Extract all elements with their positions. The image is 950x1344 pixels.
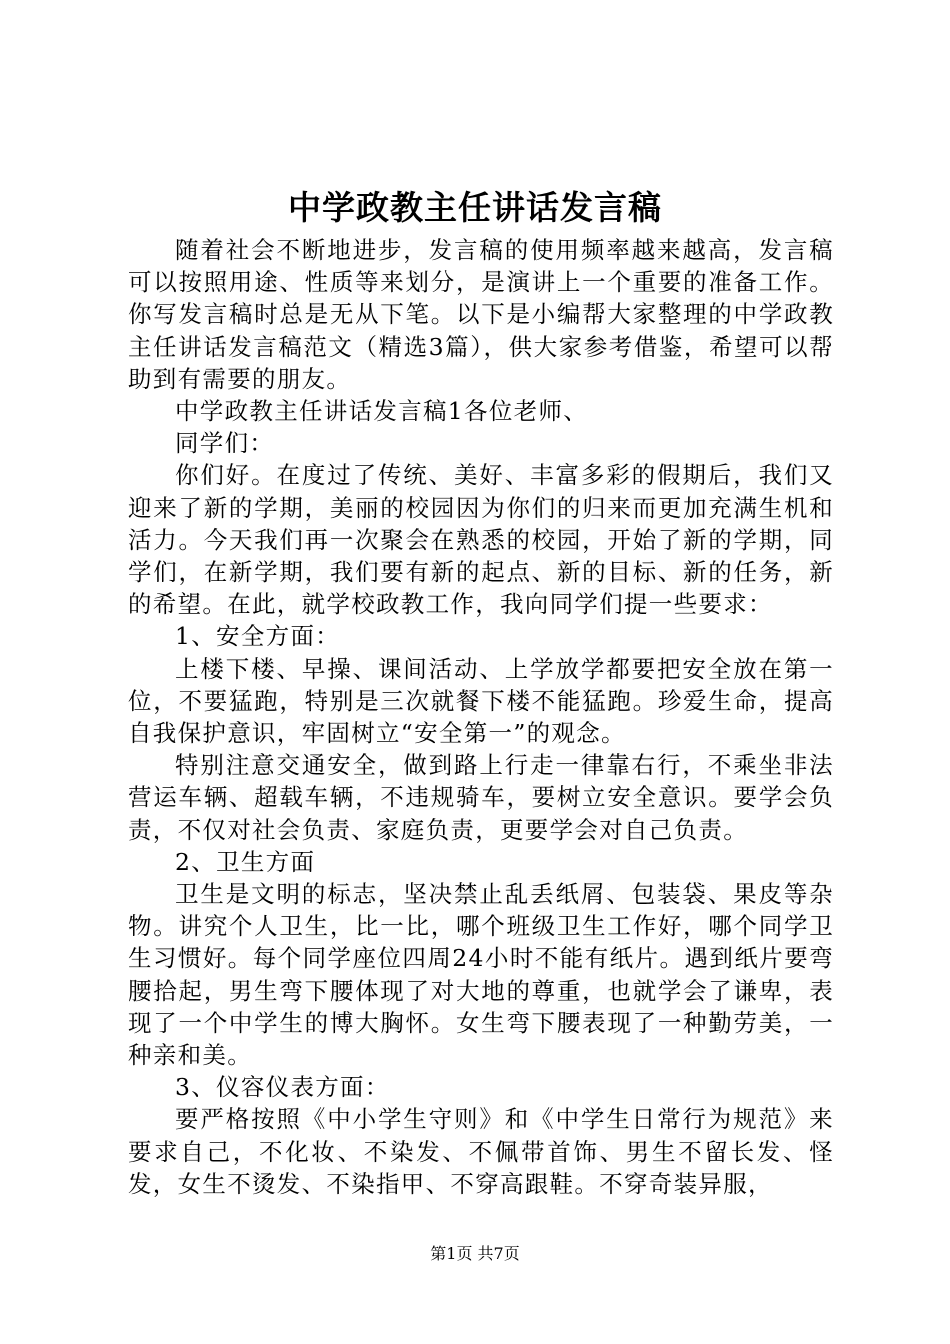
paragraph-hygiene: 卫生是文明的标志，坚决禁止乱丢纸屑、包装袋、果皮等杂物。讲究个人卫生，比一比，哪个班级卫生工作好，哪个同学卫生习惯好。每个同学座位四周24小时不能有纸片。遇到纸片要弯腰拾起，男生弯下腰体现了对大地的尊重，也就学会了谦卑，表现了一个中学生的博大胸怀。女生弯下腰表现了一种勤劳美，一种亲和美。	[128, 880, 834, 1070]
paragraph-salutation: 同学们：	[175, 429, 275, 458]
document-title: 中学政教主任讲话发言稿	[288, 188, 662, 227]
paragraph-intro: 随着社会不断地进步，发言稿的使用频率越来越高，发言稿可以按照用途、性质等来划分，是演讲上一个重要的准备工作。你写发言稿时总是无从下笔。以下是小编帮大家整理的中学政教主任讲话发言稿范文（精选3篇），供大家参考借鉴，希望可以帮助到有需要的朋友。	[128, 236, 834, 393]
paragraph-speech-heading: 中学政教主任讲话发言稿1各位老师、	[175, 397, 589, 426]
section-heading-safety: 1、安全方面：	[175, 622, 341, 651]
page-number-footer: 第1页 共7页	[430, 1244, 520, 1263]
paragraph-greeting: 你们好。在度过了传统、美好、丰富多彩的假期后，我们又迎来了新的学期，美丽的校园因为你们的归来而更加充满生机和活力。今天我们再一次聚会在熟悉的校园，开始了新的学期，同学们，在新学期，我们要有新的起点、新的目标、新的任务，新的希望。在此，就学校政教工作，我向同学们提一些要求：	[128, 461, 834, 619]
section-heading-hygiene: 2、卫生方面	[175, 847, 316, 876]
paragraph-appearance: 要严格按照《中小学生守则》和《中学生日常行为规范》来要求自己，不化妆、不染发、不佩带首饰、男生不留长发、怪发，女生不烫发、不染指甲、不穿高跟鞋。不穿奇装异服，	[128, 1105, 834, 1198]
paragraph-safety-2: 特别注意交通安全，做到路上行走一律靠右行，不乘坐非法营运车辆、超载车辆，不违规骑车，要树立安全意识。要学会负责，不仅对社会负责、家庭负责，更要学会对自己负责。	[128, 751, 834, 844]
paragraph-safety-1: 上楼下楼、早操、课间活动、上学放学都要把安全放在第一位，不要猛跑，特别是三次就餐下楼不能猛跑。珍爱生命，提高自我保护意识，牢固树立“安全第一”的观念。	[128, 654, 834, 748]
document-body	[128, 234, 834, 1200]
section-heading-appearance: 3、仪容仪表方面：	[175, 1073, 390, 1102]
